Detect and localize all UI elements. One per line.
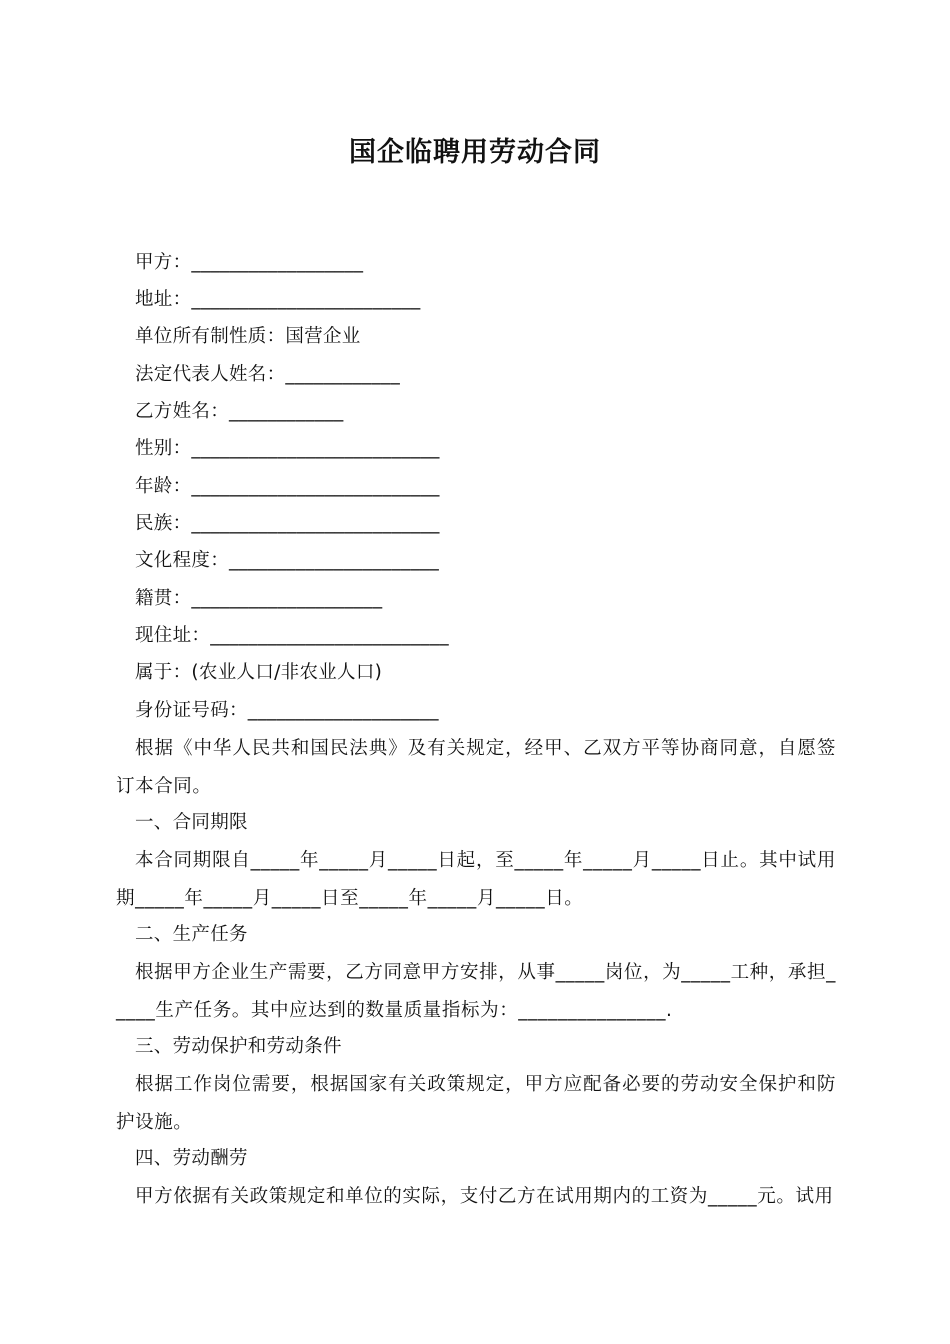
- section-body: 根据工作岗位需要，根据国家有关政策规定，甲方应配备必要的劳动安全保护和防护设施。: [116, 1074, 836, 1133]
- section-heading: 三、劳动保护和劳动条件: [135, 1036, 342, 1057]
- field-education: 文化程度：______________________: [135, 550, 440, 571]
- section-body: 本合同期限自_____年_____月_____日起，至_____年_____月_____日止。其中试用期_____年_____月_____日至_____年_____月_____日。: [116, 850, 836, 909]
- field-address: 地址：________________________: [135, 289, 421, 310]
- section-heading: 一、合同期限: [135, 812, 248, 833]
- field-household-type: 属于：(农业人口/非农业人口): [135, 662, 383, 683]
- section-heading: 四、劳动酬劳: [135, 1148, 248, 1169]
- field-id-number: 身份证号码：____________________: [135, 700, 439, 721]
- field-gender: 性别：__________________________: [135, 438, 440, 459]
- section-heading: 二、生产任务: [135, 924, 248, 945]
- section-body: 根据甲方企业生产需要，乙方同意甲方安排，从事_____岗位，为_____工种，承担_____生产任务。其中应达到的数量质量指标为：_______________.: [116, 962, 836, 1021]
- field-native-place: 籍贯：____________________: [135, 588, 383, 609]
- intro-paragraph: 根据《中华人民共和国民法典》及有关规定，经甲、乙双方平等协商同意，自愿签订本合同。: [116, 738, 836, 797]
- field-legal-rep: 法定代表人姓名：____________: [135, 364, 401, 385]
- field-party-a: 甲方：__________________: [135, 252, 364, 273]
- field-ethnicity: 民族：__________________________: [135, 513, 440, 534]
- field-current-address: 现住址：_________________________: [135, 625, 449, 646]
- field-age: 年龄：__________________________: [135, 476, 440, 497]
- field-ownership: 单位所有制性质：国营企业: [135, 326, 361, 347]
- section-body: 甲方依据有关政策规定和单位的实际，支付乙方在试用期内的工资为_____元。试用: [135, 1186, 834, 1207]
- document-title: 国企临聘用劳动合同: [349, 137, 601, 168]
- field-party-b-name: 乙方姓名：____________: [135, 401, 344, 422]
